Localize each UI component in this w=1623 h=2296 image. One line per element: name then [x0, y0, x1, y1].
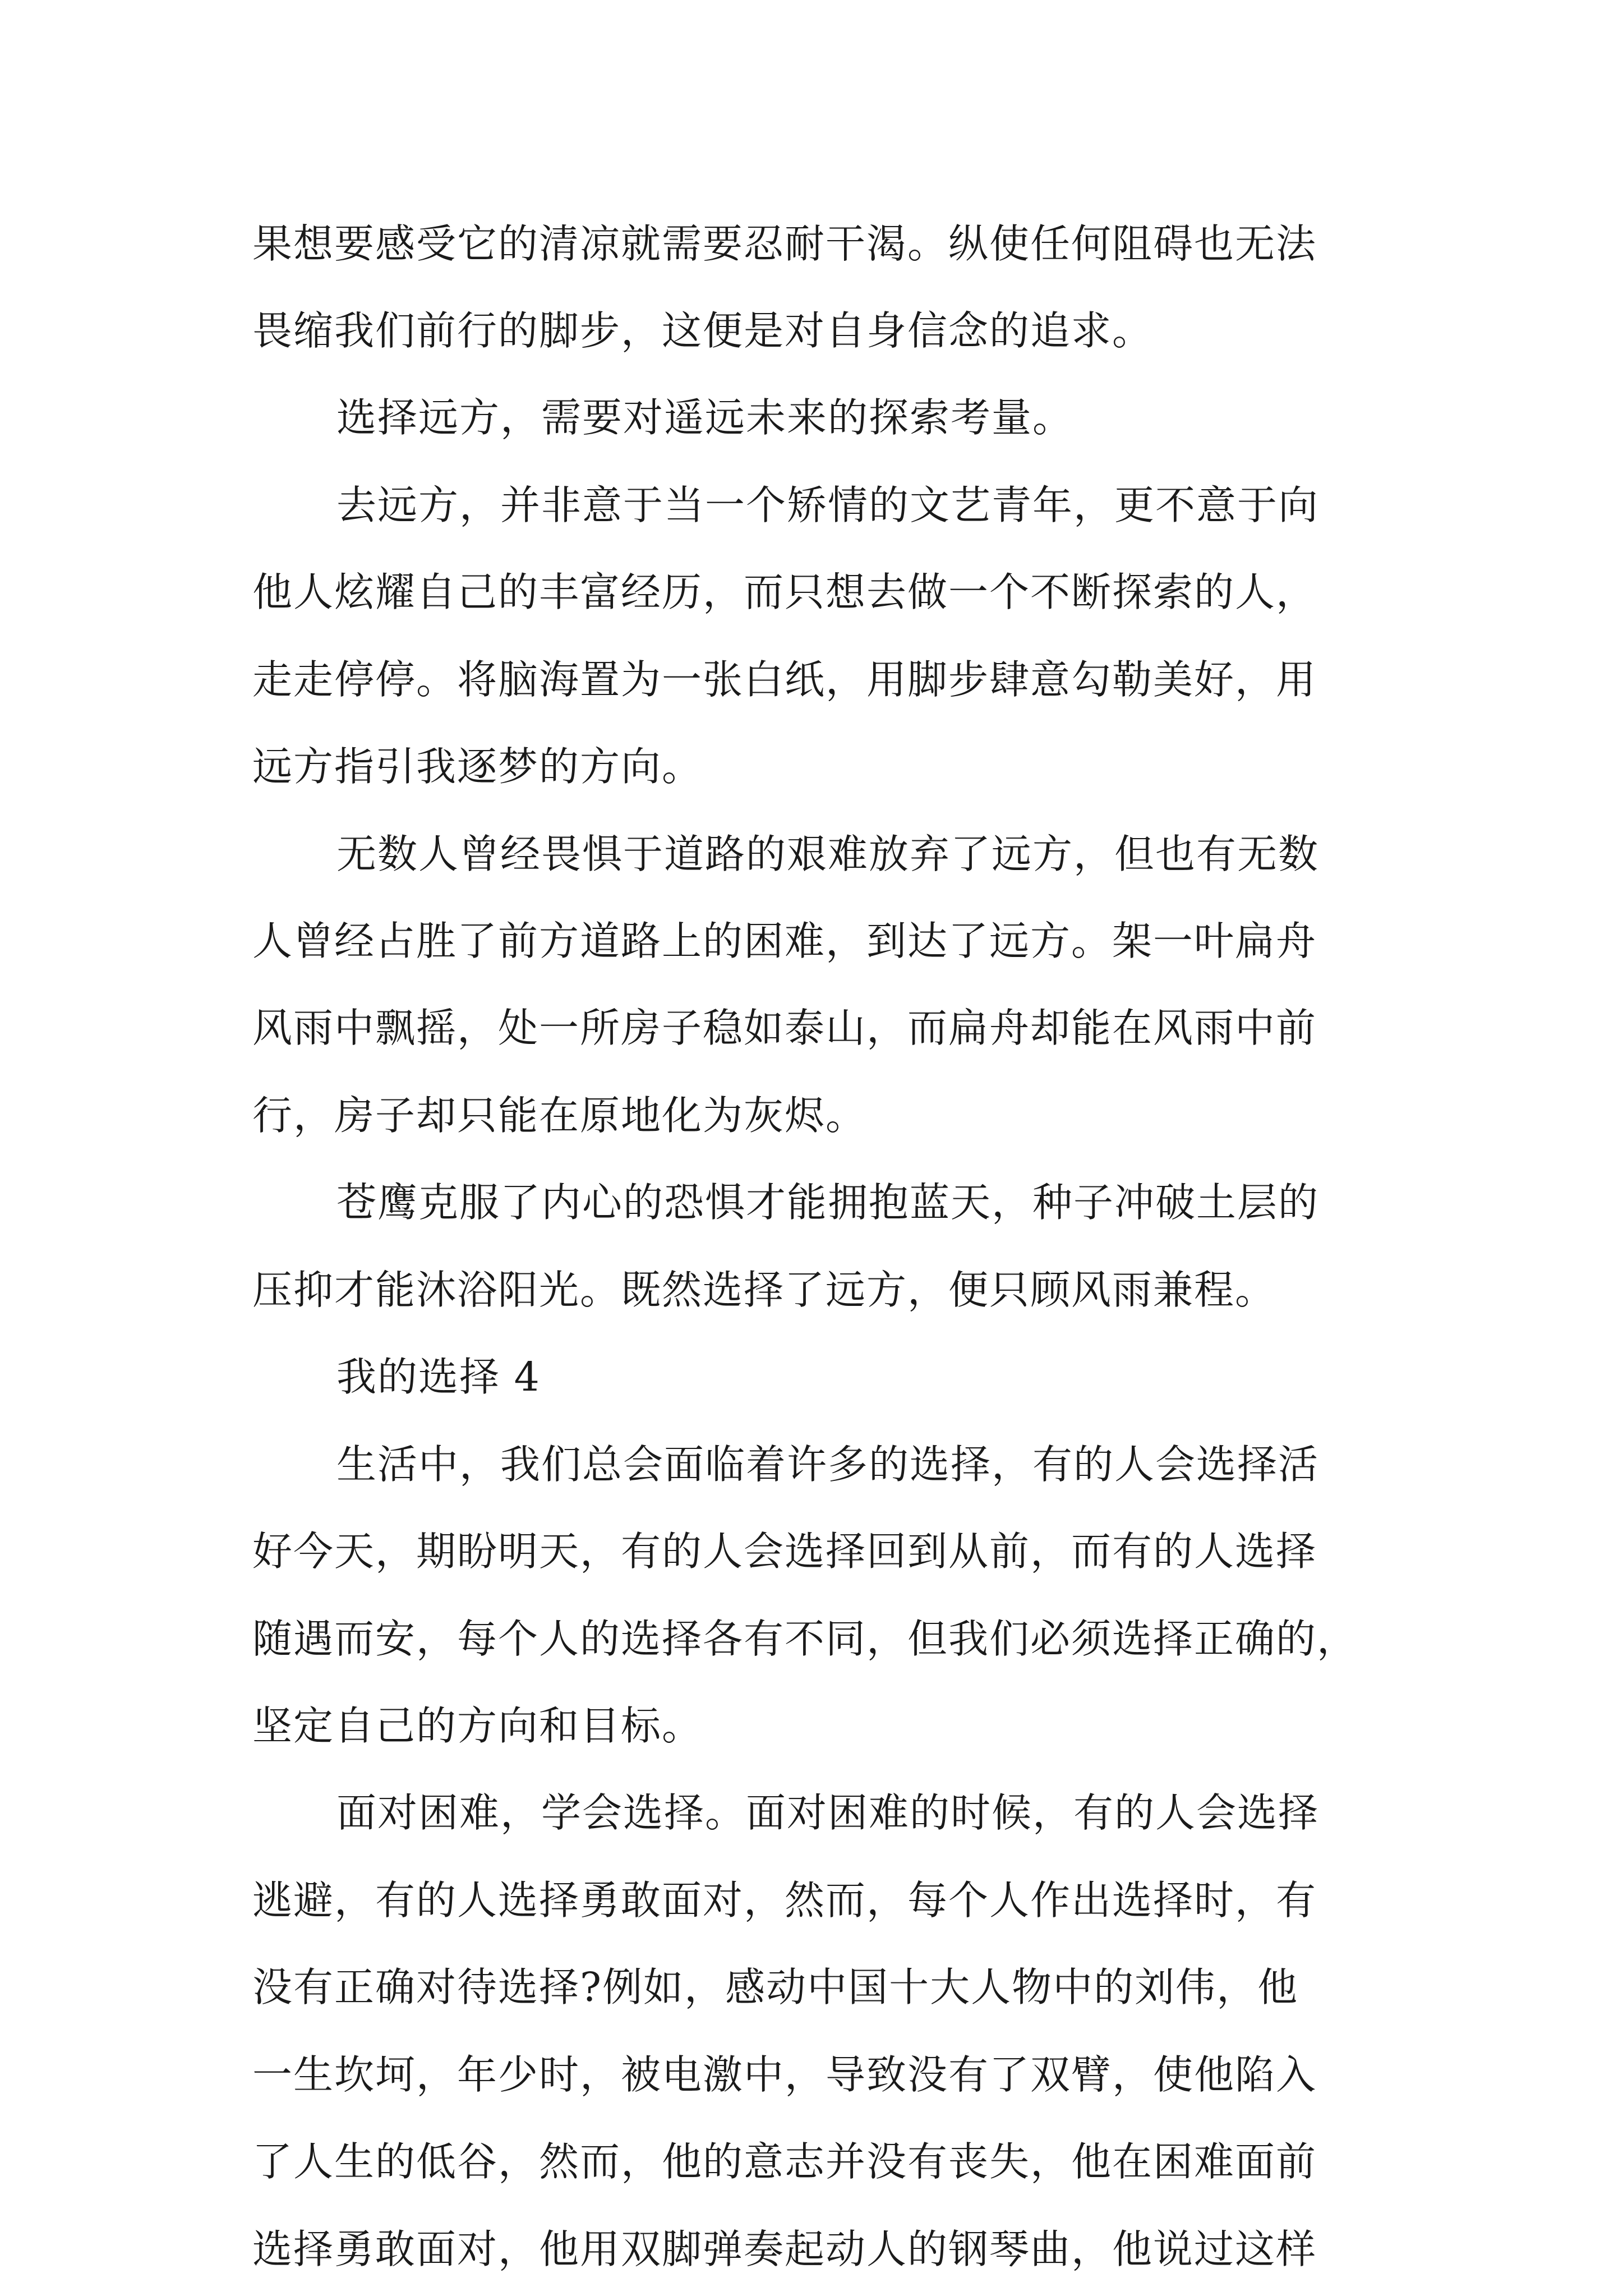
text-line: 一生坎坷，年少时，被电激中，导致没有了双臂，使他陷入	[252, 2051, 1317, 2098]
text-line: 去远方，并非意于当一个矫情的文艺青年，更不意于向	[336, 482, 1320, 528]
text-line: 坚定自己的方向和目标。	[252, 1703, 703, 1749]
text-line: 果想要感受它的清凉就需要忍耐干渴。纵使任何阻碍也无法	[252, 220, 1317, 267]
text-line: 生活中，我们总会面临着许多的选择，有的人会选择活	[336, 1441, 1320, 1488]
text-line: 选择远方，需要对遥远未来的探索考量。	[336, 394, 1074, 441]
section-heading: 我的选择 4	[336, 1354, 541, 1400]
text-line: 风雨中飘摇，处一所房子稳如泰山，而扁舟却能在风雨中前	[252, 1005, 1317, 1051]
text-line: 选择勇敢面对，他用双脚弹奏起动人的钢琴曲，他说过这样	[252, 2226, 1317, 2272]
text-line: 面对困难，学会选择。面对困难的时候，有的人会选择	[336, 1789, 1320, 1836]
text-line: 苍鹰克服了内心的恐惧才能拥抱蓝天，种子冲破土层的	[336, 1179, 1320, 1226]
text-line: 无数人曾经畏惧于道路的艰难放弃了远方，但也有无数	[336, 831, 1320, 877]
text-line: 压抑才能沐浴阳光。既然选择了远方，便只顾风雨兼程。	[252, 1267, 1276, 1313]
text-line: 好今天，期盼明天，有的人会选择回到从前，而有的人选择	[252, 1528, 1317, 1575]
text-line: 逃避，有的人选择勇敢面对，然而，每个人作出选择时，有	[252, 1877, 1317, 1924]
text-line: 畏缩我们前行的脚步，这便是对自身信念的追求。	[252, 307, 1154, 354]
text-line: 走走停停。将脑海置为一张白纸，用脚步肆意勾勒美好，用	[252, 656, 1317, 703]
text-line: 行，房子却只能在原地化为灰烬。	[252, 1092, 867, 1139]
text-line: 了人生的低谷，然而，他的意志并没有丧失，他在困难面前	[252, 2138, 1317, 2185]
text-line: 远方指引我逐梦的方向。	[252, 743, 703, 790]
text-line: 人曾经占胜了前方道路上的困难，到达了远方。架一叶扁舟	[252, 918, 1317, 964]
text-line: 他人炫耀自己的丰富经历，而只想去做一个不断探索的人，	[252, 569, 1317, 615]
text-line: 没有正确对待选择?例如，感动中国十大人物中的刘伟，他	[252, 1964, 1299, 2010]
text-line: 随遇而安，每个人的选择各有不同，但我们必须选择正确的，	[252, 1616, 1358, 1662]
